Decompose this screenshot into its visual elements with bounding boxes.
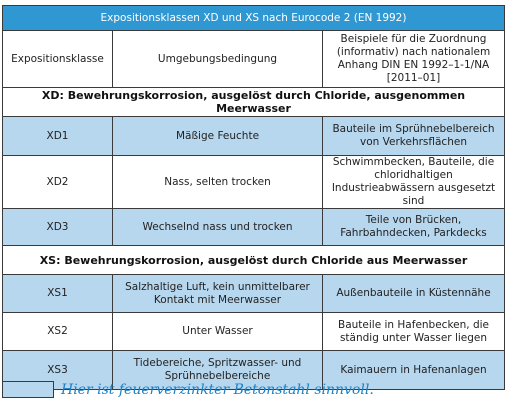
table-title-row: [3, 6, 505, 31]
legend-swatch: [2, 381, 54, 398]
cell-class: XD1: [3, 117, 113, 156]
table-row: [3, 209, 505, 246]
header-environment: Umgebungsbedingung: [113, 31, 323, 88]
cell-condition: Tidebereiche, Spritzwasser- und Sprühnebelbereiche: [113, 351, 323, 390]
exposure-classes-table: [2, 5, 505, 390]
cell-class: XS3: [3, 351, 113, 390]
cell-condition: Mäßige Feuchte: [113, 117, 323, 156]
cell-condition: Wechselnd nass und trocken: [113, 209, 323, 246]
legend-text: Hier ist feuerverzinkter Betonstahl sinnvoll.: [61, 382, 374, 398]
cell-class: XD2: [3, 156, 113, 209]
header-examples: Beispiele für die Zuordnung (informativ) nach nationalem Anhang DIN EN 1992–1-1/NA [2011–01]: [323, 31, 505, 88]
table-row: [3, 313, 505, 351]
cell-example: Kaimauern in Hafenanlagen: [323, 351, 505, 390]
cell-example: Bauteile in Hafenbecken, die ständig unter Wasser liegen: [323, 313, 505, 351]
cell-condition: Nass, selten trocken: [113, 156, 323, 209]
section-header-xs: [3, 246, 505, 275]
cell-condition: Salzhaltige Luft, kein unmittelbarer Kontakt mit Meerwasser: [113, 275, 323, 313]
cell-example: Bauteile im Sprühnebelbereich von Verkehrsflächen: [323, 117, 505, 156]
cell-condition: Unter Wasser: [113, 313, 323, 351]
cell-example: Außenbauteile in Küstennähe: [323, 275, 505, 313]
cell-class: XS1: [3, 275, 113, 313]
table-row: [3, 156, 505, 209]
cell-example: Schwimmbecken, Bauteile, die chloridhaltigen Industrieabwässern ausgesetzt sind: [323, 156, 505, 209]
section-header-xd: [3, 88, 505, 117]
cell-class: XS2: [3, 313, 113, 351]
cell-class: XD3: [3, 209, 113, 246]
table-row: [3, 117, 505, 156]
section-heading: XD: Bewehrungskorrosion, ausgelöst durch Chloride, ausgenommen Meerwasser: [3, 88, 505, 117]
header-exposure-class: Expositionsklasse: [3, 31, 113, 88]
header-row: [3, 31, 505, 88]
table-row: [3, 275, 505, 313]
section-heading: XS: Bewehrungskorrosion, ausgelöst durch Chloride aus Meerwasser: [3, 246, 505, 275]
table-title: Expositionsklassen XD und XS nach Eurocode 2 (EN 1992): [3, 6, 505, 31]
cell-example: Teile von Brücken, Fahrbahndecken, Parkdecks: [323, 209, 505, 246]
